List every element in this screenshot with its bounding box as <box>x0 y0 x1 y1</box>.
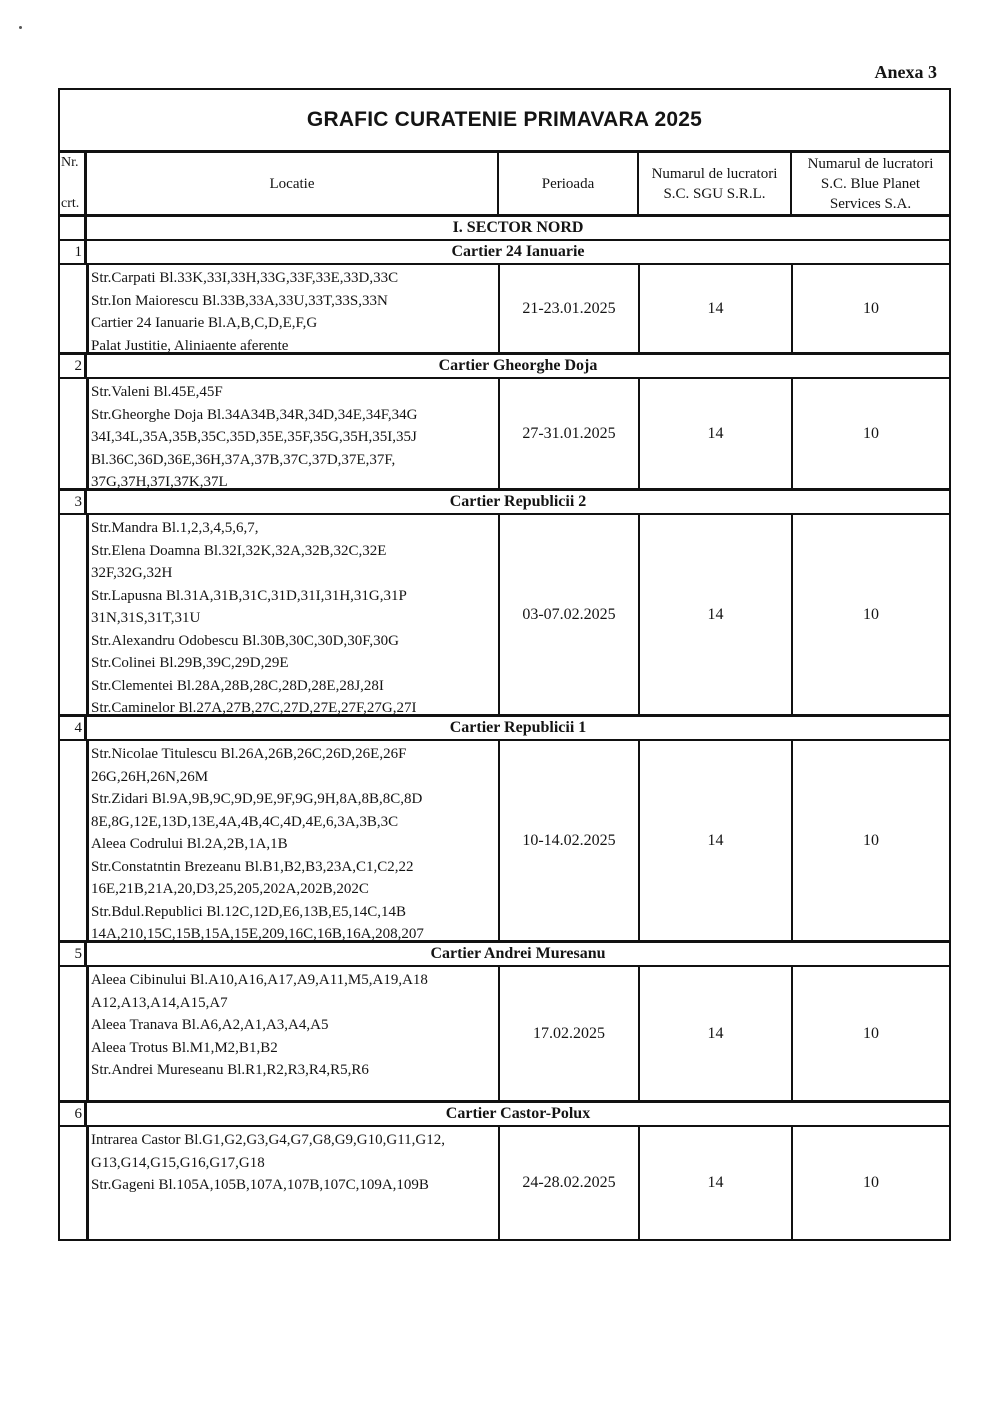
header-blue-planet-workers <box>792 153 949 214</box>
table-row <box>60 379 949 491</box>
location-line: Aleea Codrului Bl.2A,2B,1A,1B <box>91 836 288 852</box>
location-line: 14A,210,15C,15B,15A,15E,209,16C,16B,16A,208,207 <box>91 926 424 942</box>
location-line: Str.Zidari Bl.9A,9B,9C,9D,9E,9F,9G,9H,8A,8B,8C,8D <box>91 791 423 807</box>
sgu-workers-cell: 14 <box>640 265 793 352</box>
district-row <box>60 491 949 515</box>
district-heading: Cartier Republicii 2 <box>449 493 587 510</box>
header-blue-planet-workers-label: Numarul de lucratori S.C. Blue Planet Services S.A. <box>807 155 934 212</box>
scan-speck <box>19 26 22 29</box>
district-row <box>60 241 949 265</box>
blue-planet-workers-cell: 10 <box>863 605 879 623</box>
location-line: Str.Colinei Bl.29B,39C,29D,29E <box>91 655 289 671</box>
table-row <box>60 1127 949 1239</box>
district-row <box>60 1103 949 1127</box>
district-row <box>60 355 949 379</box>
location-line: 34I,34L,35A,35B,35C,35D,35E,35F,35G,35H,35I,35J <box>91 429 417 445</box>
location-line: Palat Justitie, Aliniaente aferente <box>91 337 289 354</box>
location-cell <box>88 967 500 1100</box>
table-row <box>60 515 949 717</box>
location-line: 31N,31S,31T,31U <box>91 610 201 626</box>
district-heading: Cartier Republicii 1 <box>449 719 587 736</box>
location-line: Str.Elena Doamna Bl.32I,32K,32A,32B,32C,32E <box>91 542 387 559</box>
sgu-workers-cell: 14 <box>640 515 793 714</box>
location-line: Intrarea Castor Bl.G1,G2,G3,G4,G7,G8,G9,G10,G11,G12, <box>91 1132 445 1148</box>
entry-number: 2 <box>60 355 87 377</box>
location-line: Str.Mandra Bl.1,2,3,4,5,6,7, <box>91 520 259 536</box>
period-cell: 24-28.02.2025 <box>500 1127 640 1239</box>
location-line: Str.Clementei Bl.28A,28B,28C,28D,28E,28J,28I <box>91 677 384 694</box>
annex-label: Anexa 3 <box>874 62 937 82</box>
location-line: Str.Alexandru Odobescu Bl.30B,30C,30D,30F,30G <box>91 632 399 649</box>
entry-number: 4 <box>60 717 87 739</box>
entry-number: 5 <box>60 943 87 965</box>
location-line: 26G,26H,26N,26M <box>91 768 209 785</box>
cleaning-schedule-table <box>58 88 951 1241</box>
header-location: Locatie <box>87 153 499 214</box>
location-line: A12,A13,A14,A15,A7 <box>91 994 228 1011</box>
district-heading: Cartier Andrei Muresanu <box>430 945 606 962</box>
district-row <box>60 943 949 967</box>
district-heading: Cartier 24 Ianuarie <box>451 243 585 260</box>
district-heading: Cartier Castor-Polux <box>445 1105 591 1122</box>
location-cell <box>88 515 500 714</box>
location-line: Bl.36C,36D,36E,36H,37A,37B,37C,37D,37E,37F, <box>91 451 396 468</box>
location-line: Str.Bdul.Republici Bl.12C,12D,E6,13B,E5,14C,14B <box>91 903 407 920</box>
period-cell: 21-23.01.2025 <box>500 265 640 352</box>
location-cell <box>88 741 500 940</box>
sgu-workers-cell: 14 <box>640 1127 793 1239</box>
location-line: Aleea Cibinului Bl.A10,A16,A17,A9,A11,M5,A19,A18 <box>91 972 428 988</box>
location-line: Str.Nicolae Titulescu Bl.26A,26B,26C,26D,26E,26F <box>91 746 407 762</box>
entry-number: 3 <box>60 491 87 513</box>
period-cell: 27-31.01.2025 <box>500 379 640 488</box>
location-line: Aleea Trotus Bl.M1,M2,B1,B2 <box>91 1039 278 1056</box>
period-cell: 03-07.02.2025 <box>500 515 640 714</box>
location-line: Str.Gageni Bl.105A,105B,107A,107B,107C,109A,109B <box>91 1177 429 1193</box>
header-nr-line1: Nr. <box>61 155 79 170</box>
location-line: 8E,8G,12E,13D,13E,4A,4B,4C,4D,4E,6,3A,3B,3C <box>91 813 399 830</box>
entries-body <box>60 241 949 1239</box>
location-line: Str.Caminelor Bl.27A,27B,27C,27D,27E,27F,27G,27I <box>91 700 417 716</box>
entry-number: 1 <box>60 241 87 263</box>
blue-planet-workers-cell: 10 <box>863 831 879 849</box>
blue-planet-workers-cell: 10 <box>863 424 879 442</box>
location-line: Str.Constatntin Brezeanu Bl.B1,B2,B3,23A,C1,C2,22 <box>91 858 414 875</box>
sector-row <box>60 217 949 241</box>
table-header-row <box>60 153 949 217</box>
header-nr-line2: crt. <box>61 196 80 211</box>
location-line: 32F,32G,32H <box>91 565 173 581</box>
location-line: Str.Lapusna Bl.31A,31B,31C,31D,31I,31H,31G,31P <box>91 587 407 604</box>
district-heading: Cartier Gheorghe Doja <box>438 357 598 374</box>
header-nr <box>60 153 87 214</box>
location-line: Aleea Tranava Bl.A6,A2,A1,A3,A4,A5 <box>91 1017 329 1033</box>
header-sgu-workers <box>639 153 792 214</box>
table-row <box>60 967 949 1103</box>
header-sgu-workers-label: Numarul de lucratori S.C. SGU S.R.L. <box>651 165 778 202</box>
location-line: Str.Valeni Bl.45E,45F <box>91 384 223 400</box>
location-cell <box>88 265 500 352</box>
header-period: Perioada <box>499 153 639 214</box>
entry-number: 6 <box>60 1103 87 1125</box>
table-row <box>60 265 949 355</box>
sgu-workers-cell: 14 <box>640 967 793 1100</box>
period-cell: 10-14.02.2025 <box>500 741 640 940</box>
blue-planet-workers-cell: 10 <box>863 299 879 317</box>
location-line: 37G,37H,37I,37K,37L <box>91 474 228 490</box>
period-cell: 17.02.2025 <box>500 967 640 1100</box>
document-title: GRAFIC CURATENIE PRIMAVARA 2025 <box>60 90 949 153</box>
district-row <box>60 717 949 741</box>
sector-heading: I. SECTOR NORD <box>452 219 584 236</box>
table-row <box>60 741 949 943</box>
location-line: 16E,21B,21A,20,D3,25,205,202A,202B,202C <box>91 881 369 897</box>
location-line: Cartier 24 Ianuarie Bl.A,B,C,D,E,F,G <box>91 315 318 331</box>
location-line: Str.Ion Maiorescu Bl.33B,33A,33U,33T,33S,33N <box>91 292 388 309</box>
location-line: G13,G14,G15,G16,G17,G18 <box>91 1154 265 1171</box>
location-cell <box>88 1127 500 1239</box>
blue-planet-workers-cell: 10 <box>863 1174 879 1191</box>
sgu-workers-cell: 14 <box>640 741 793 940</box>
location-line: Str.Carpati Bl.33K,33I,33H,33G,33F,33E,33D,33C <box>91 270 399 286</box>
location-line: Str.Andrei Mureseanu Bl.R1,R2,R3,R4,R5,R6 <box>91 1062 369 1078</box>
sgu-workers-cell: 14 <box>640 379 793 488</box>
blue-planet-workers-cell: 10 <box>863 1024 879 1042</box>
location-line: Str.Gheorghe Doja Bl.34A34B,34R,34D,34E,34F,34G <box>91 406 418 423</box>
location-cell <box>88 379 500 488</box>
